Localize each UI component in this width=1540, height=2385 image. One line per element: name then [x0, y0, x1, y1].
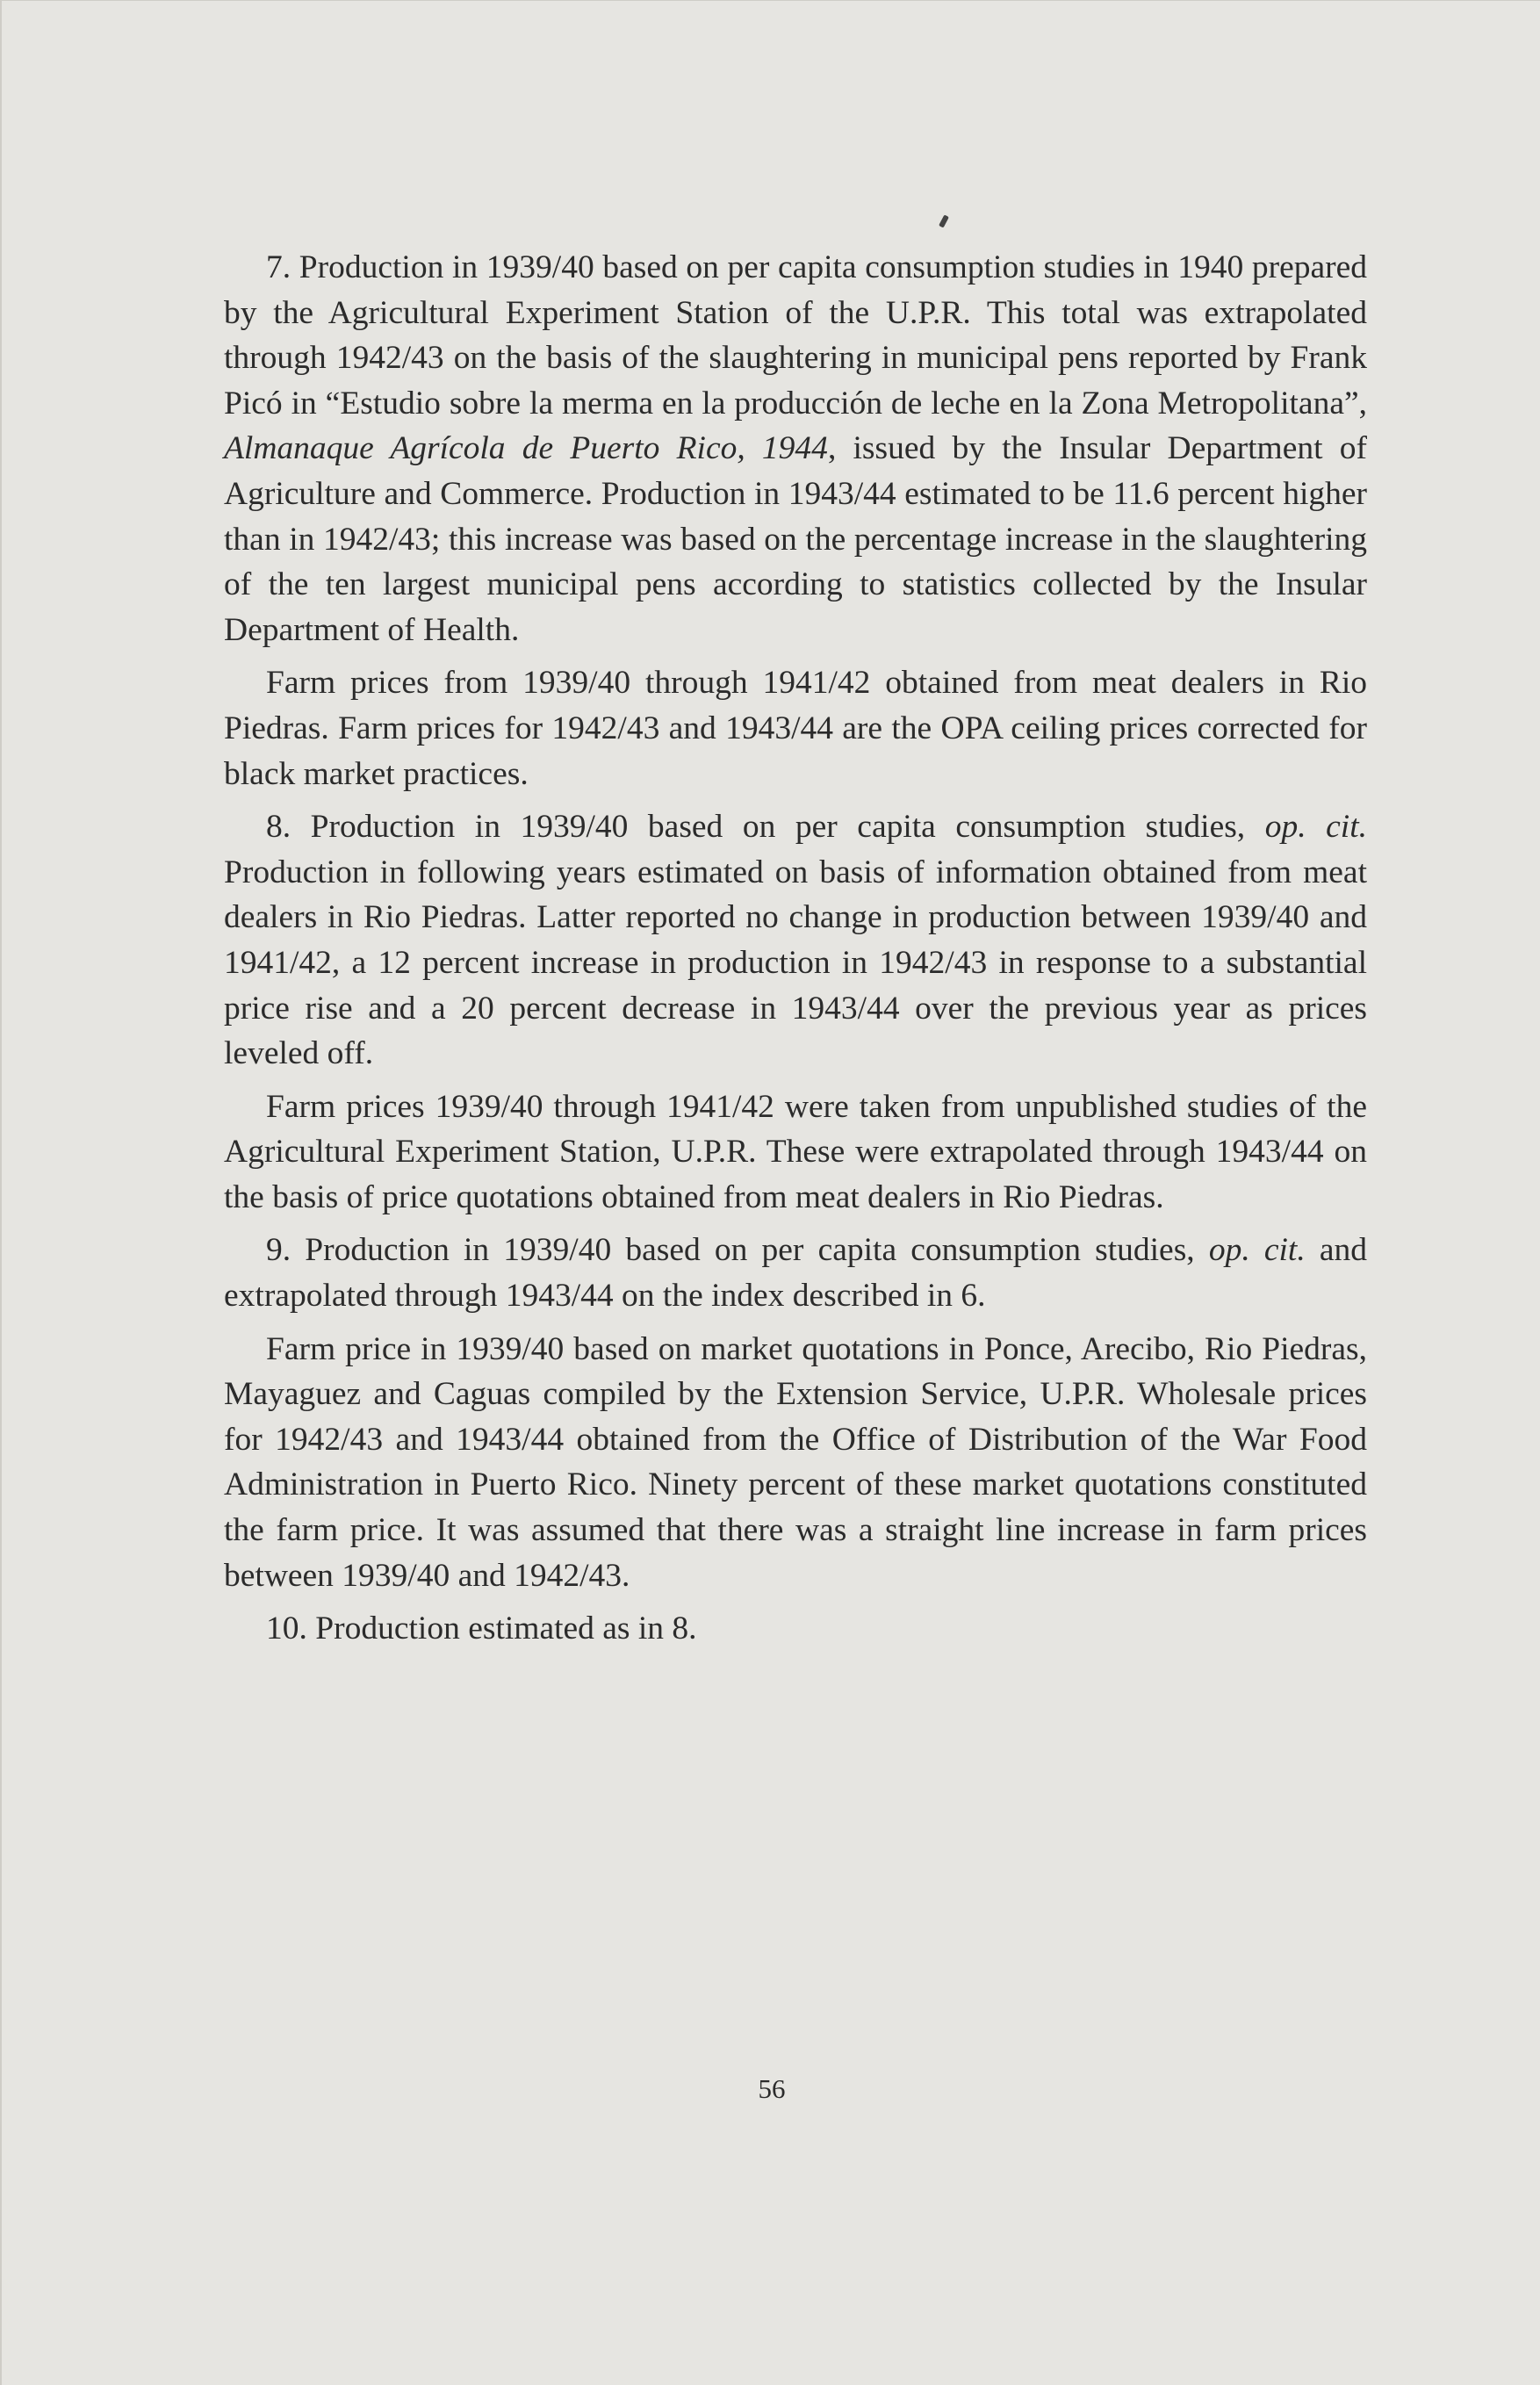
paragraph-text: 9. Production in 1939/40 based on per capita consumption studies,	[266, 1232, 1209, 1269]
paragraph-text: 10. Production estimated as in 8.	[266, 1610, 697, 1647]
notes-body	[224, 245, 1367, 1652]
paragraph-text: Farm prices from 1939/40 through 1941/42 obtained from meat dealers in Rio Piedras. Farm prices for 1942/43 and 1943/44 are the OPA ceiling prices corrected for black market practices.	[224, 665, 1367, 792]
paragraph-text: and extrapolated through 1943/44 on the index described in 6.	[224, 1232, 1367, 1315]
paragraph-note-7-prices	[224, 660, 1367, 796]
italic-citation: op. cit.	[1264, 809, 1367, 846]
paragraph-text: Farm price in 1939/40 based on market quotations in Ponce, Arecibo, Rio Piedras, Mayaguez and Caguas compiled by the Extension Service, U.P.R. Wholesale prices for 1942/43 and 1943/44 obtained from the Office of Distribution of the War Food Administration in Puerto Rico. Ninety percent of these market quotations constituted the farm price. It was assumed that there was a straight line increase in farm prices between 1939/40 and 1942/43.	[224, 1330, 1367, 1594]
paragraph-note-8-prices	[224, 1084, 1367, 1221]
italic-citation: op. cit.	[1208, 1232, 1306, 1269]
page-number: 56	[758, 2073, 786, 2104]
paragraph-text: Production in following years estimated on basis of information obtained from meat dealers in Rio Piedras. Latter reported no change in production between 1939/40 and 1941/42, a 12 percent increase in production in 1942/43 in response to a substantial price rise and a 20 percent decrease in 1943/44 over the previous year as prices leveled off.	[224, 854, 1367, 1072]
italic-citation: Almanaque Agrícola de Puerto Rico, 1944	[224, 430, 828, 467]
paragraph-text: 7. Production in 1939/40 based on per capita consumption studies in 1940 prepared by the Agricultural Experiment Station of the U.P.R. This total was extrapolated through 1942/43 on the basis of the slaughtering in municipal pens reported by Frank Picó in “Estudio sobre la merma en la producción de leche en la Zona Metropolitana”,	[224, 249, 1367, 422]
paragraph-text: Farm prices 1939/40 through 1941/42 were taken from unpublished studies of the Agricultural Experiment Station, U.P.R. These were extrapolated through 1943/44 on the basis of price quotations obtained from meat dealers in Rio Piedras.	[224, 1088, 1367, 1215]
paragraph-text: 8. Production in 1939/40 based on per capita consumption studies,	[266, 809, 1265, 846]
paragraph-note-9-production	[224, 1228, 1367, 1318]
paragraph-note-8-production	[224, 804, 1367, 1077]
paragraph-note-9-prices	[224, 1327, 1367, 1599]
ink-mark	[939, 214, 949, 227]
paragraph-note-7-production	[224, 245, 1367, 652]
paragraph-text: , issued by the Insular Department of Agriculture and Commerce. Production in 1943/44 estimated to be 11.6 percent higher than in 1942/43; this increase was based on the percentage increase in the slaughtering of the ten largest municipal pens according to statistics collected by the Insular Department of Health.	[224, 430, 1367, 648]
paragraph-note-10-production	[224, 1606, 1367, 1652]
